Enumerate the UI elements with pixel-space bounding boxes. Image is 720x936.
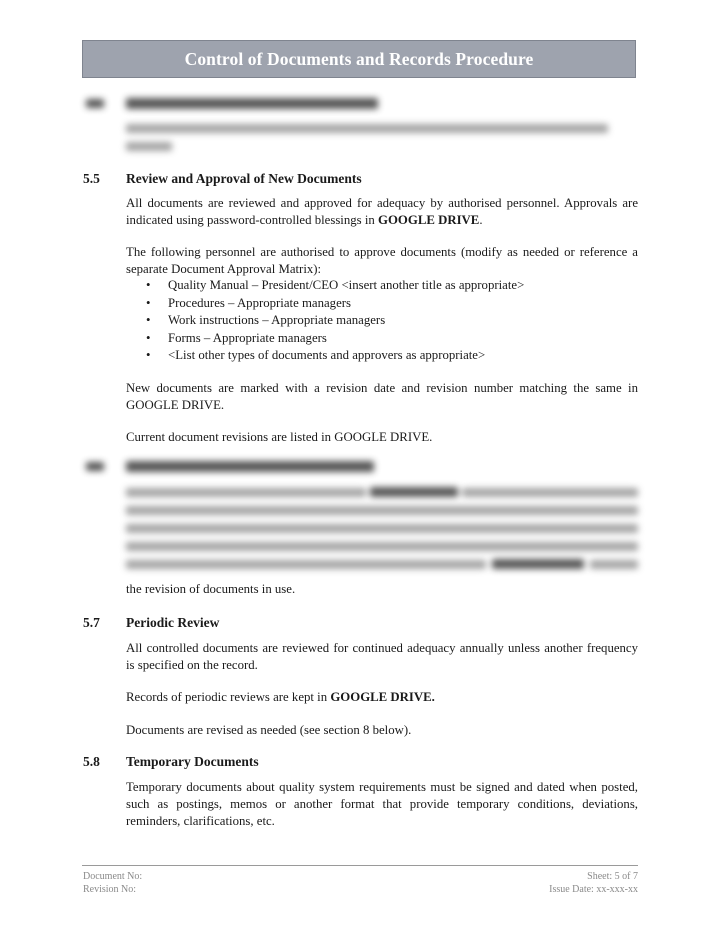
document-number-label: Document No: — [83, 871, 143, 882]
issue-date: Issue Date: xx-xxx-xx — [549, 884, 638, 895]
section-5-5-paragraph-1: All documents are reviewed and approved for adequacy by authorised personnel. Approvals are indicated using password-controlled blessings in GOOGLE DRIVE. — [126, 196, 638, 227]
section-5-5-paragraph-3: New documents are marked with a revision date and revision number matching the same in GOOGLE DRIVE. — [126, 381, 638, 412]
section-5-7-paragraph-2: Records of periodic reviews are kept in GOOGLE DRIVE. — [126, 690, 435, 704]
blurred-section-top — [0, 0, 720, 170]
section-5-7-paragraph-1: All controlled documents are reviewed for continued adequacy annually unless another frequency is specified on the record. — [126, 641, 638, 672]
list-item: • <List other types of documents and approvers as appropriate> — [126, 347, 524, 365]
google-drive-bold: GOOGLE DRIVE. — [330, 690, 435, 704]
list-item: • Forms – Appropriate managers — [126, 330, 524, 348]
section-5-8-heading: Temporary Documents — [126, 754, 259, 769]
footer-right — [549, 870, 638, 896]
document-title: Control of Documents and Records Procedure — [184, 48, 534, 69]
section-5-8-paragraph-1: Temporary documents about quality system requirements must be signed and dated when posted, such as postings, memos or another format that provide temporary conditions, deviations, reminders, clarifications, etc. — [126, 780, 638, 828]
section-5-5-heading: Review and Approval of New Documents — [126, 171, 362, 186]
footer-left — [83, 870, 142, 896]
revision-number-label: Revision No: — [83, 884, 137, 895]
google-drive-bold: GOOGLE DRIVE — [378, 213, 480, 227]
approver-list — [126, 277, 524, 365]
section-5-6-tail-text: the revision of documents in use. — [126, 584, 296, 596]
list-item: • Procedures – Appropriate managers — [126, 295, 524, 313]
section-5-7-heading: Periodic Review — [126, 615, 220, 630]
section-5-5-number: 5.5 — [83, 171, 100, 186]
footer-divider — [82, 865, 638, 866]
list-item: • Quality Manual – President/CEO <insert another title as appropriate> — [126, 277, 524, 295]
list-item: • Work instructions – Appropriate managers — [126, 312, 524, 330]
section-5-8-number: 5.8 — [83, 754, 100, 769]
blurred-section-middle — [0, 450, 720, 588]
section-5-5-paragraph-4: Current document revisions are listed in GOOGLE DRIVE. — [126, 430, 433, 444]
section-5-5-paragraph-2: The following personnel are authorised to approve documents (modify as needed or reference a separate Document Approval Matrix): — [126, 245, 638, 276]
sheet-number: Sheet: 5 of 7 — [587, 871, 638, 882]
section-5-7-paragraph-3: Documents are revised as needed (see section 8 below). — [126, 723, 412, 737]
section-5-7-number: 5.7 — [83, 615, 100, 630]
